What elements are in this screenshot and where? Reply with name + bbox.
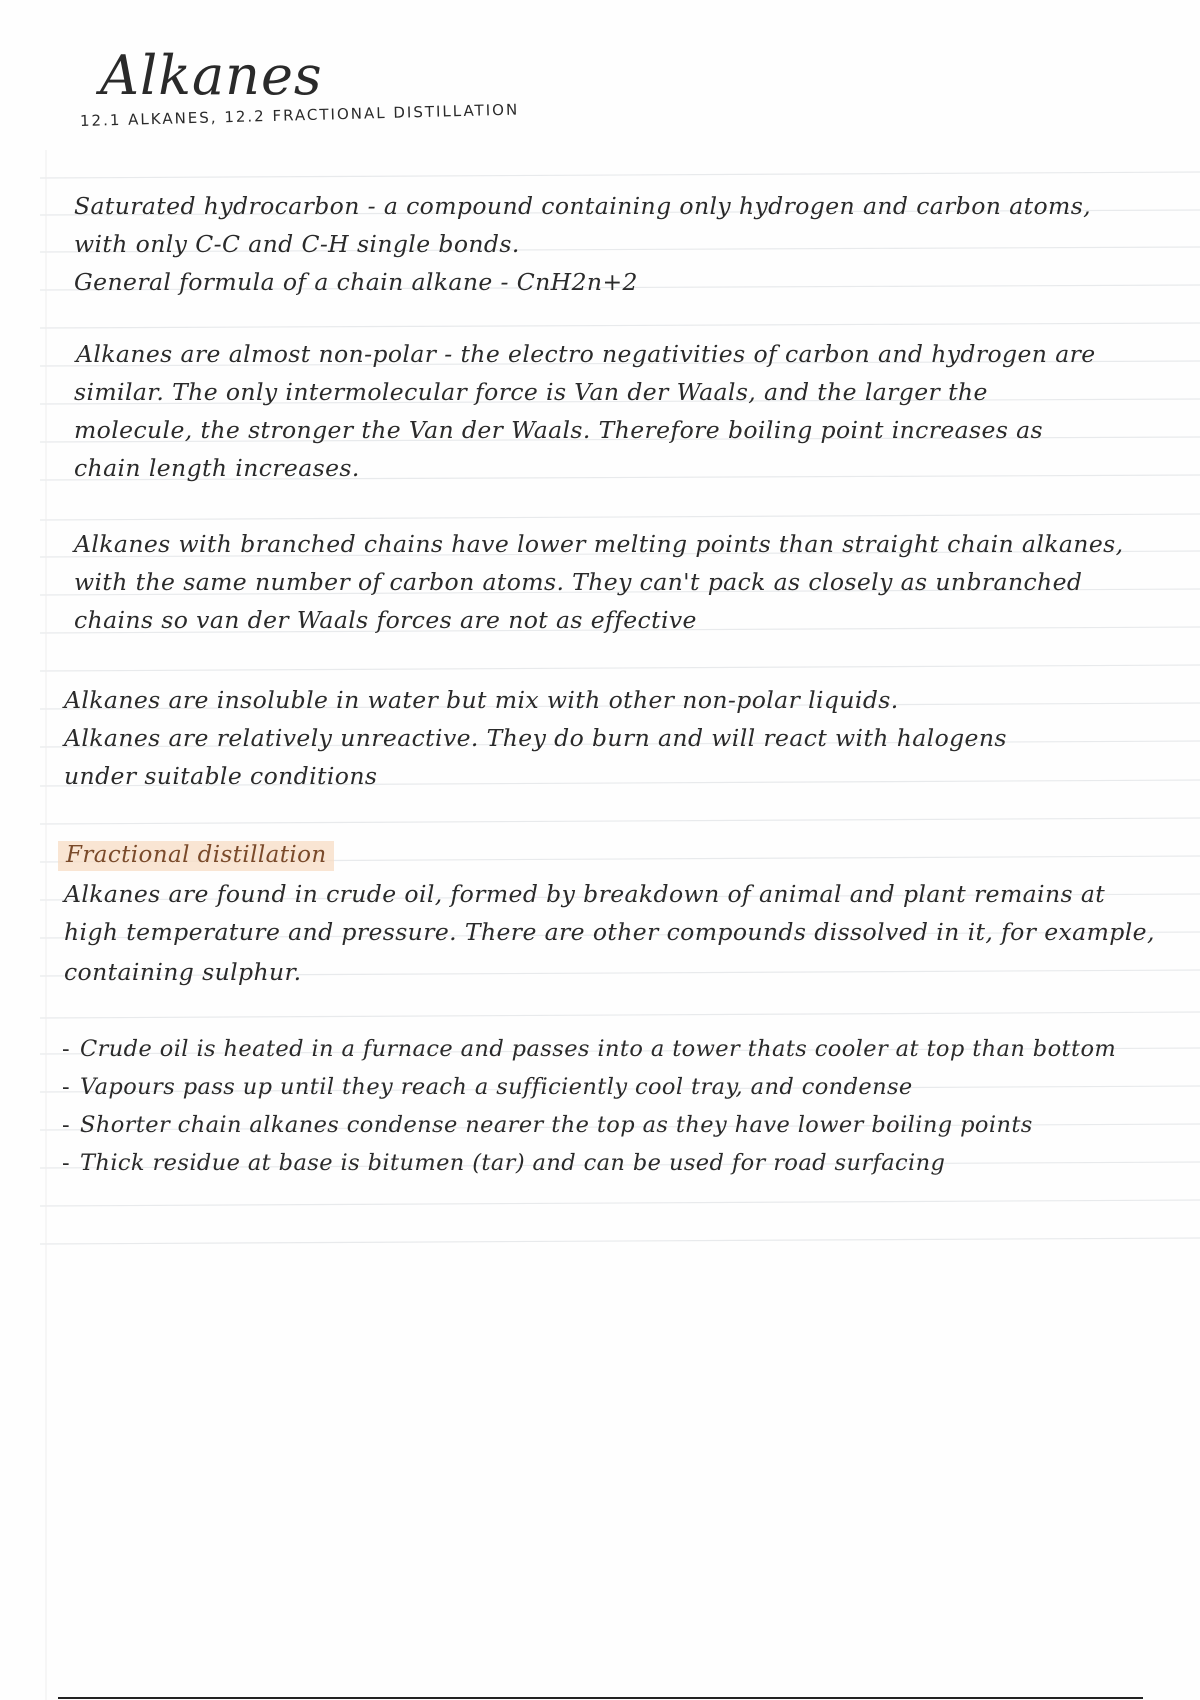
bullet-text: Vapours pass up until they reach a sufficiently cool tray, and condense: [80, 1074, 913, 1100]
bullet-dash: -: [62, 1036, 71, 1062]
page-subtitle: 12.1 ALKANES, 12.2 FRACTIONAL DISTILLATION: [79, 100, 520, 130]
text-line: with only C-C and C-H single bonds.: [74, 230, 520, 258]
bullet-dash: -: [62, 1074, 71, 1100]
text-line: under suitable conditions: [64, 762, 378, 790]
text-line: Saturated hydrocarbon - a compound containing only hydrogen and carbon atoms,: [74, 192, 1092, 220]
bullet-text: Thick residue at base is bitumen (tar) and can be used for road surfacing: [80, 1150, 946, 1176]
text-line: molecule, the stronger the Van der Waals. Therefore boiling point increases as: [74, 416, 1044, 444]
text-line: Alkanes are insoluble in water but mix with other non-polar liquids.: [64, 686, 899, 714]
text-line: General formula of a chain alkane - CnH2n+2: [74, 268, 638, 296]
bullet-item: [62, 1074, 913, 1100]
text-line: chain length increases.: [74, 454, 360, 482]
footer-rule: [58, 1697, 1143, 1699]
bullet-text: Shorter chain alkanes condense nearer the top as they have lower boiling points: [80, 1112, 1033, 1138]
bullet-item: [62, 1150, 945, 1176]
text-line: Alkanes are almost non-polar - the electro negativities of carbon and hydrogen are: [76, 340, 1096, 368]
text-line: with the same number of carbon atoms. They can't pack as closely as unbranched: [74, 568, 1083, 596]
bullet-text: Crude oil is heated in a furnace and passes into a tower thats cooler at top than bottom: [80, 1036, 1117, 1062]
section-heading: Fractional distillation: [66, 842, 327, 868]
text-line: Alkanes are found in crude oil, formed by breakdown of animal and plant remains at: [64, 880, 1106, 908]
text-line: chains so van der Waals forces are not as effective: [74, 606, 697, 634]
text-line: Alkanes with branched chains have lower melting points than straight chain alkanes,: [74, 530, 1124, 558]
text-line: high temperature and pressure. There are other compounds dissolved in it, for example,: [64, 918, 1155, 946]
bullet-dash: -: [62, 1112, 71, 1138]
text-line: containing sulphur.: [64, 958, 302, 986]
bullet-item: [62, 1112, 1033, 1138]
bullet-dash: -: [62, 1150, 71, 1176]
page-title: Alkanes: [100, 44, 323, 107]
bullet-item: [62, 1036, 1116, 1062]
text-line: similar. The only intermolecular force is Van der Waals, and the larger the: [74, 378, 988, 406]
text-line: Alkanes are relatively unreactive. They do burn and will react with halogens: [64, 724, 1007, 752]
